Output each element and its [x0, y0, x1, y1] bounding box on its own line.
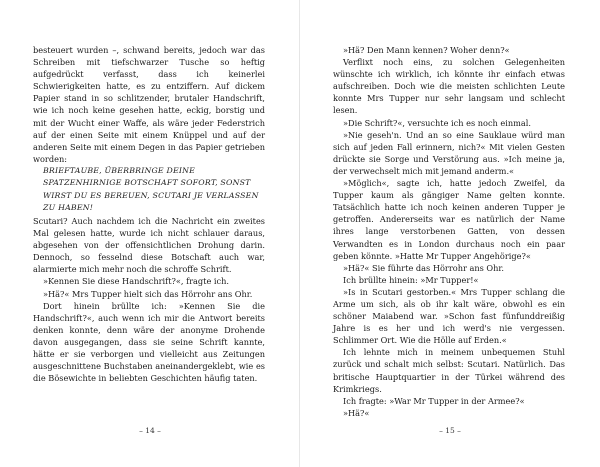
paragraph: Scutari? Auch nachdem ich die Nachricht ein zweites Mal gelesen hatte, wurde ich nicht schlauer daraus, abgesehen von der offensichtlichen Drohung darin. Dennoch, so fesselnd diese Botschaft auch war, alarmierte mich mehr noch die schroffe Schrift. — [33, 215, 265, 275]
paragraph: »Hä?« Sie führte das Hörrohr ans Ohr. — [343, 262, 505, 273]
paragraph: »Hä?« — [343, 407, 370, 418]
right-text-column — [333, 44, 565, 419]
paragraph: »Hä?« Mrs Tupper hielt sich das Hörrohr ans Ohr. — [43, 288, 253, 299]
paragraph: besteuert wurden –, schwand bereits, jedoch war das Schreiben mit tiefschwarzer Tusche so heftig aufgedrückt verfasst, dass ich keinerlei Schwierigkeiten hatte, es zu entziffern. Auf dickem Papier stand in so schlitzender, brutaler Handschrift, wie ich noch keine gesehen hatte, eckig, borstig und mit der Wucht einer Waffe, als wäre jeder Federstrich auf der einen Seite mit einem Knüppel und auf der anderen Seite mit einem Degen in das Papier getrieben worden: — [33, 45, 265, 164]
paragraph: Ich fragte: »War Mr Tupper in der Armee?« — [343, 395, 525, 406]
paragraph: »Hä? Den Mann kennen? Woher denn?« — [343, 45, 510, 55]
threat-message: BRIEFTAUBE, ÜBERBRINGE DEINE SPATZENHIRNIGE BOTSCHAFT SOFORT, SONST WIRST DU ES BEREUEN, SCUTARI JE VERLASSEN ZU HABEN! — [43, 165, 259, 213]
paragraph: »Kennen Sie diese Handschrift?«, fragte ich. — [43, 276, 229, 287]
paragraph: Dort hinein brüllte ich: »Kennen Sie die Handschrift?«, auch wenn ich mir die Antwort bereits denken konnte, denn wäre der anonyme Drohende davon ausgegangen, dass sie seine Schrift kannte, hätte er sie verborgen und vielleicht aus Zeitungen ausgeschnittene Buchstaben aneinandergeklebt, wie es die Bösewichte in beliebten Geschichten häufig taten. — [33, 300, 265, 384]
paragraph: Ich lehnte mich in meinem unbequemen Stuhl zurück und schalt mich selbst: Scutari. Natürlich. Das britische Hauptquartier in der Türkei während des Krimkriegs. — [333, 347, 565, 394]
page-number: – 15 – — [439, 426, 461, 435]
paragraph: »Is in Scutari gestorben.« Mrs Tupper schlang die Arme um sich, als ob ihr kalt wäre, obwohl es ein schöner Maiabend war. »Schon fast fünfunddreißig Jahre is es her und ich werd's nie vergessen. Schlimmer Ort. Wie die Hölle auf Erden.« — [333, 286, 565, 346]
paragraph: »Die Schrift?«, versuchte ich es noch einmal. — [343, 117, 532, 128]
paragraph: Verflixt noch eins, zu solchen Gelegenheiten wünschte ich wirklich, ich könnte ihr einfach etwas aufschreiben. Doch wie die meisten schlichten Leute konnte Mrs Tupper nur sehr langsam und schlecht lesen. — [333, 57, 565, 116]
left-text-column — [33, 44, 265, 384]
page-number: – 14 – — [139, 426, 161, 435]
paragraph: »Möglich«, sagte ich, hatte jedoch Zweifel, da Tupper kaum als gängiger Name gelten konnte. Tatsächlich hatte ich noch keinen anderen Tupper je getroffen. Andererseits war es natürlich der Name ihres lange verstorbenen Gatten, von dessen Verwandten es in London durchaus noch ein paar geben könnte. »Hatte Mr Tupper Angehörige?« — [333, 178, 565, 261]
right-page — [300, 0, 600, 467]
paragraph: »Nie geseh'n. Und an so eine Sauklaue würd man sich auf jeden Fall erinnern, nich?« Mit vielen Gesten drückte sie Sorge und Verstörung aus. »Ich meine ja, der verwechselt mich mit jemand anderm.« — [333, 129, 565, 176]
paragraph: Ich brüllte hinein: »Mr Tupper!« — [343, 274, 479, 285]
